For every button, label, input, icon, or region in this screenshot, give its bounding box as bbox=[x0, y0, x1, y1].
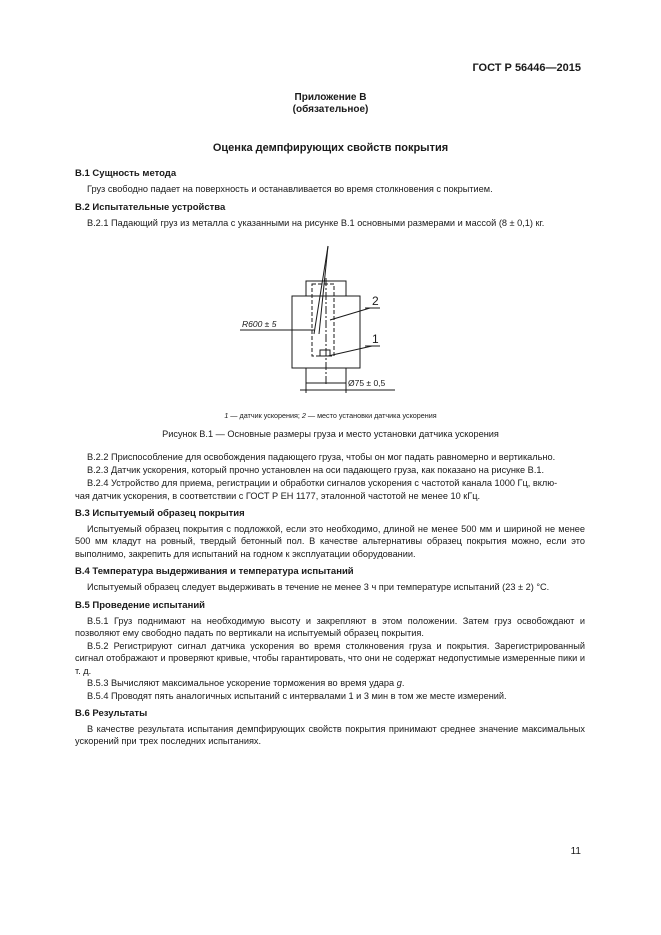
diameter-label: Ø75 ± 0,5 bbox=[348, 378, 386, 388]
section-b3-text: Испытуемый образец покрытия с подложкой, если это необходимо, длиной не менее 500 мм и шириной не менее 500 мм кладут на ровный, твердый бетонный пол. В качестве альтернативы образец покрытия можно, если это выполнимо, закрепить для испытаний на годном к эксплуатации оборудовании. bbox=[75, 524, 585, 559]
figure-legend bbox=[0, 411, 661, 420]
clause-b54: В.5.4 Проводят пять аналогичных испытаний с интервалами 1 и 3 мин в том же месте измерений. bbox=[87, 691, 507, 701]
clause-b52: В.5.2 Регистрируют сигнал датчика ускорения во время столкновения груза и покрытия. Зарегистрированный сигнал отображают и проверяют кривые, чтобы гарантировать, что они не содержат недопустимые измеренные пики и т. д. bbox=[75, 641, 585, 676]
legend-text-2: — место установки датчика ускорения bbox=[305, 411, 437, 420]
legend-text-1: — датчик ускорения; bbox=[228, 411, 302, 420]
clause-b24-line2: чая датчик ускорения, в соответствии с ГОСТ Р ЕН 1177, эталонной частотой не менее 10 кГц. bbox=[75, 491, 481, 501]
legend-num-1: 1 bbox=[224, 411, 229, 420]
document-title: Оценка демпфирующих свойств покрытия bbox=[212, 142, 449, 154]
clause-b24-line1: В.2.4 Устройство для приема, регистрации и обработки сигналов ускорения с частотой канала 1000 Гц, вклю- bbox=[87, 478, 558, 488]
section-b2-heading: В.2 Испытательные устройства bbox=[75, 202, 226, 213]
radius-label: R600 ± 5 bbox=[242, 319, 277, 329]
legend-num-2: 2 bbox=[301, 411, 306, 420]
section-b6-heading: В.6 Результаты bbox=[75, 708, 148, 719]
clause-b53-pre: В.5.3 Вычисляют максимальное ускорение торможения во время удара bbox=[87, 678, 397, 688]
clause-b53-var: g bbox=[396, 678, 402, 688]
clause-b21: В.2.1 Падающий груз из металла с указанными на рисунке В.1 основными размерами и массой (8 ± 0,1) кг. bbox=[87, 218, 545, 228]
figure-b1-drawing bbox=[230, 238, 430, 408]
sensor-block bbox=[320, 350, 330, 356]
annex-title: Приложение В bbox=[294, 92, 367, 103]
section-b5-heading: В.5 Проведение испытаний bbox=[75, 600, 205, 611]
figure-title: Рисунок В.1 — Основные размеры груза и место установки датчика ускорения bbox=[162, 429, 499, 439]
standard-number: ГОСТ Р 56446—2015 bbox=[472, 62, 581, 74]
clause-b53-post: . bbox=[401, 678, 405, 688]
clause-b51: В.5.1 Груз поднимают на необходимую высоту и закрепляют в этом положении. Затем груз освобождают и позволяют ему свободно падать по вертикали на испытуемый образец покрытия. bbox=[75, 616, 585, 639]
section-b1-heading: В.1 Сущность метода bbox=[75, 168, 177, 179]
annex-status: (обязательное) bbox=[292, 104, 369, 115]
marker-1: 1 bbox=[372, 332, 379, 346]
marker-2: 2 bbox=[372, 294, 379, 308]
clause-b22: В.2.2 Приспособление для освобождения падающего груза, чтобы он мог падать равномерно и вертикально. bbox=[87, 452, 556, 462]
section-b6-text: В качестве результата испытания демпфирующих свойств покрытия принимают среднее значение максимальных ускорений при трех последних испытаниях. bbox=[75, 724, 585, 747]
page-number: 11 bbox=[570, 846, 581, 857]
clause-b23: В.2.3 Датчик ускорения, который прочно установлен на оси падающего груза, как показано на рисунке В.1. bbox=[87, 465, 545, 475]
section-b1-text: Груз свободно падает на поверхность и останавливается во время столкновения с покрытием. bbox=[87, 184, 493, 194]
section-b4-heading: В.4 Температура выдерживания и температура испытаний bbox=[75, 566, 354, 577]
annex-heading bbox=[0, 92, 661, 116]
clause-b53 bbox=[75, 677, 585, 689]
section-b3-heading: В.3 Испытуемый образец покрытия bbox=[75, 508, 245, 519]
section-b4-text: Испытуемый образец следует выдерживать в течение не менее 3 ч при температуре испытаний (23 ± 2) °С. bbox=[87, 582, 550, 592]
